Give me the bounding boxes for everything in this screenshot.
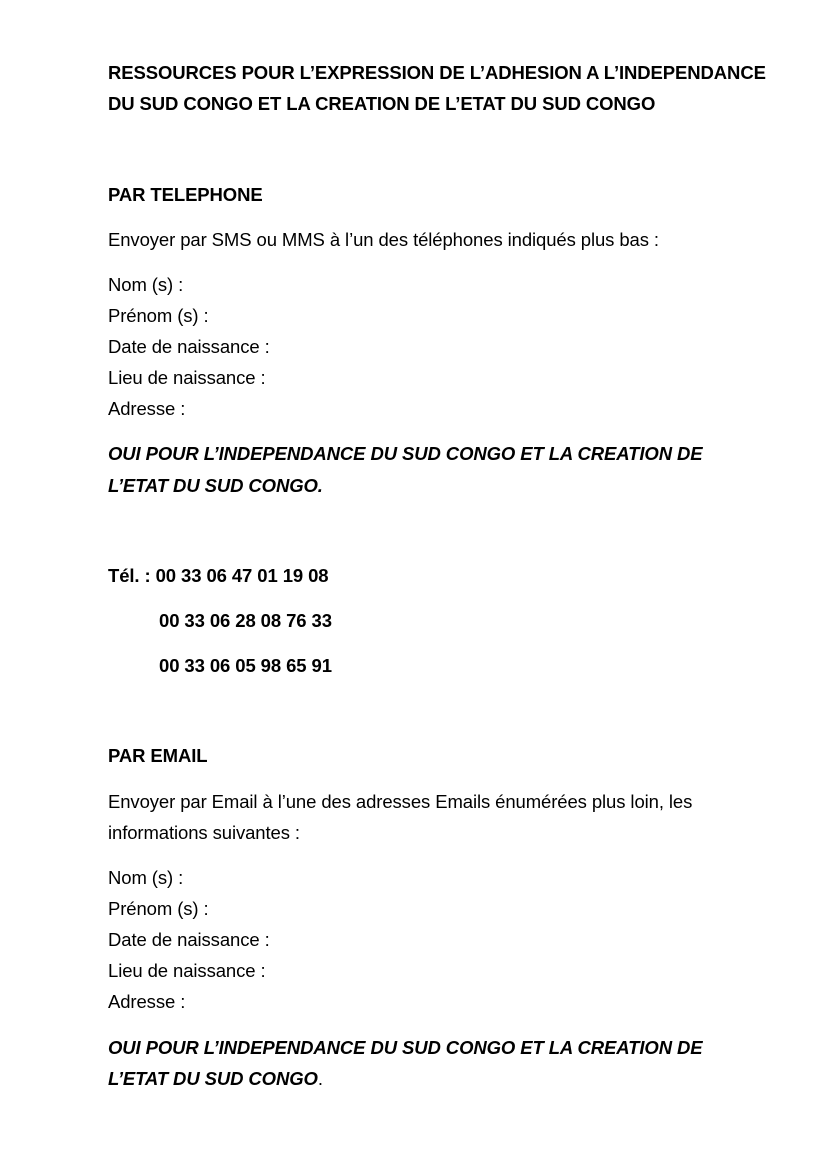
phone-instruction: Envoyer par SMS ou MMS à l’un des téléphones indiqués plus bas : [108,229,659,250]
email-statement-line-2-text: L’ETAT DU SUD CONGO [108,1068,318,1089]
phone-statement-line-1: OUI POUR L’INDEPENDANCE DU SUD CONGO ET LA CREATION DE [108,443,703,464]
tel-label: Tél. : 00 33 06 47 01 19 08 [108,565,329,586]
email-instruction-line-2: informations suivantes : [108,822,300,843]
phone-field-prenom: Prénom (s) : [108,305,209,326]
phone-statement-line-2: L’ETAT DU SUD CONGO. [108,475,323,496]
email-statement-line-1: OUI POUR L’INDEPENDANCE DU SUD CONGO ET LA CREATION DE [108,1037,703,1058]
tel-number-3: 00 33 06 05 98 65 91 [159,655,332,676]
email-instruction-line-1: Envoyer par Email à l’une des adresses Emails énumérées plus loin, les [108,791,693,812]
email-field-lieu-naissance: Lieu de naissance : [108,960,266,981]
phone-field-nom: Nom (s) : [108,274,184,295]
email-field-nom: Nom (s) : [108,867,184,888]
phone-section-heading: PAR TELEPHONE [108,184,263,205]
phone-field-date-naissance: Date de naissance : [108,336,270,357]
email-section-heading: PAR EMAIL [108,745,208,766]
document-title-line-2: DU SUD CONGO ET LA CREATION DE L’ETAT DU SUD CONGO [108,93,656,114]
phone-field-lieu-naissance: Lieu de naissance : [108,367,266,388]
document-title-line-1: RESSOURCES POUR L’EXPRESSION DE L’ADHESION A L’INDEPENDANCE [108,62,766,83]
email-statement-line-2 [108,1068,323,1090]
email-field-adresse: Adresse : [108,991,186,1012]
tel-number-2: 00 33 06 28 08 76 33 [159,610,332,631]
phone-field-adresse: Adresse : [108,398,186,419]
email-statement-period: . [317,1068,323,1089]
email-field-prenom: Prénom (s) : [108,898,209,919]
email-field-date-naissance: Date de naissance : [108,929,270,950]
